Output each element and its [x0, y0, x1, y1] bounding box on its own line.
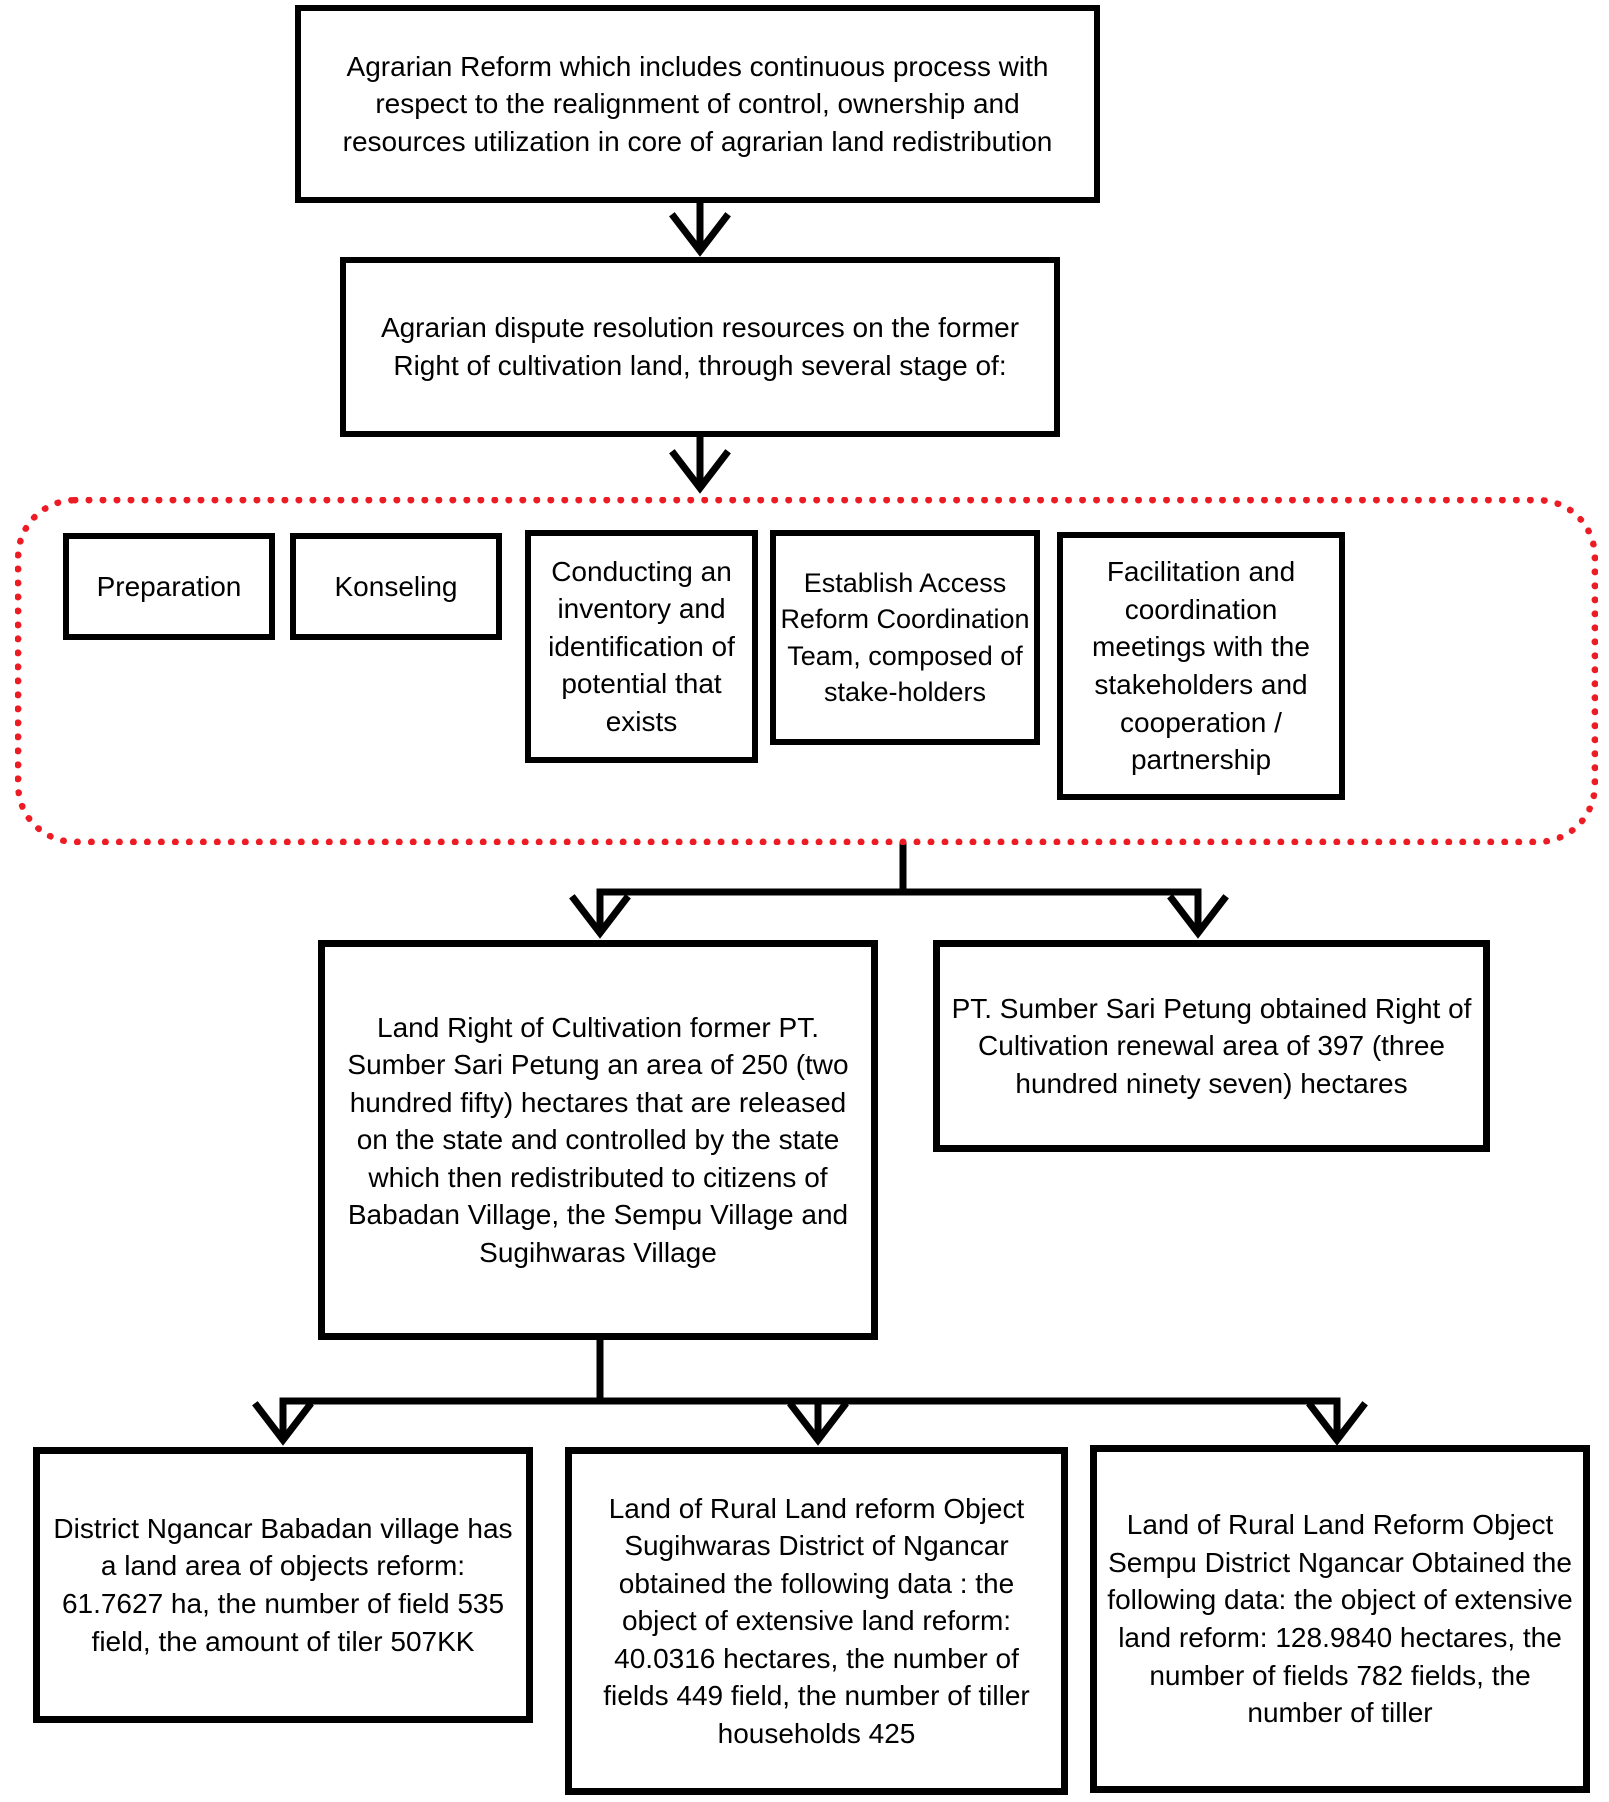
node-sempu-village-text: Land of Rural Land Reform Object Sempu District Ngancar Obtained the following data: the object of extensive land reform: 128.9840 hectares, the number of fields 782 fields, the number of tiller — [1107, 1509, 1573, 1729]
connector-villages-split — [283, 1337, 1337, 1401]
node-land-right-cultivation — [318, 940, 878, 1340]
node-agrarian-reform — [295, 5, 1100, 203]
stage-preparation-text: Preparation — [96, 570, 242, 602]
connector-stages-split — [600, 845, 1198, 892]
stage-facilitation-coordination-text: Facilitation and coordination meetings with the stakeholders and cooperation / partnership — [1092, 556, 1310, 776]
node-dispute-resolution — [340, 257, 1060, 437]
arrow-to-sempu-box — [1311, 1401, 1363, 1440]
node-sugihwaras-village-text: Land of Rural Land reform Object Sugihwaras District of Ngancar obtained the following data : the object of extensive land reform: 40.0316 hectares, the number of fields 449 field, the number of tiller households 425 — [603, 1492, 1030, 1749]
node-renewal-397-text: PT. Sumber Sari Petung obtained Right of Cultivation renewal area of 397 (three hundred ninety seven) hectares — [951, 992, 1472, 1099]
stage-access-reform-team — [770, 530, 1040, 745]
node-dispute-resolution-text: Agrarian dispute resolution resources on the former Right of cultivation land, through several stage of: — [380, 312, 1020, 381]
arrow-to-sugihwaras-box — [792, 1401, 844, 1440]
arrow-to-renewal-box — [1172, 892, 1224, 933]
stage-konseling — [290, 533, 502, 640]
node-renewal-397 — [933, 940, 1490, 1152]
stage-preparation — [63, 533, 275, 640]
arrow-reform-to-dispute — [674, 203, 726, 251]
stage-access-reform-team-text: Establish Access Reform Coordination Team, composed of stake-holders — [780, 568, 1030, 707]
arrow-to-land-right-box — [574, 892, 626, 933]
stage-facilitation-coordination — [1057, 532, 1345, 800]
node-agrarian-reform-text: Agrarian Reform which includes continuous process with respect to the realignment of control, ownership and resources utilization in core of agrarian land redistribution — [342, 50, 1053, 157]
node-sugihwaras-village — [565, 1447, 1068, 1795]
node-sempu-village — [1090, 1445, 1590, 1793]
node-land-right-cultivation-text: Land Right of Cultivation former PT. Sumber Sari Petung an area of 250 (two hundred fifty) hectares that are released on the state and controlled by the state which then redistributed to citizens of Babadan Village, the Sempu Village and Sugihwaras Village — [347, 1011, 849, 1268]
stage-inventory-identification — [525, 530, 758, 763]
stage-konseling-text: Konseling — [334, 570, 458, 602]
stage-inventory-identification-text: Conducting an inventory and identification of potential that exists — [548, 555, 735, 737]
arrow-dispute-to-stages — [674, 437, 726, 488]
node-babadan-village — [33, 1447, 533, 1723]
arrow-to-babadan-box — [257, 1401, 309, 1440]
node-babadan-village-text: District Ngancar Babadan village has a land area of objects reform: 61.7627 ha, the number of field 535 field, the amount of tiler 507KK — [53, 1512, 513, 1657]
